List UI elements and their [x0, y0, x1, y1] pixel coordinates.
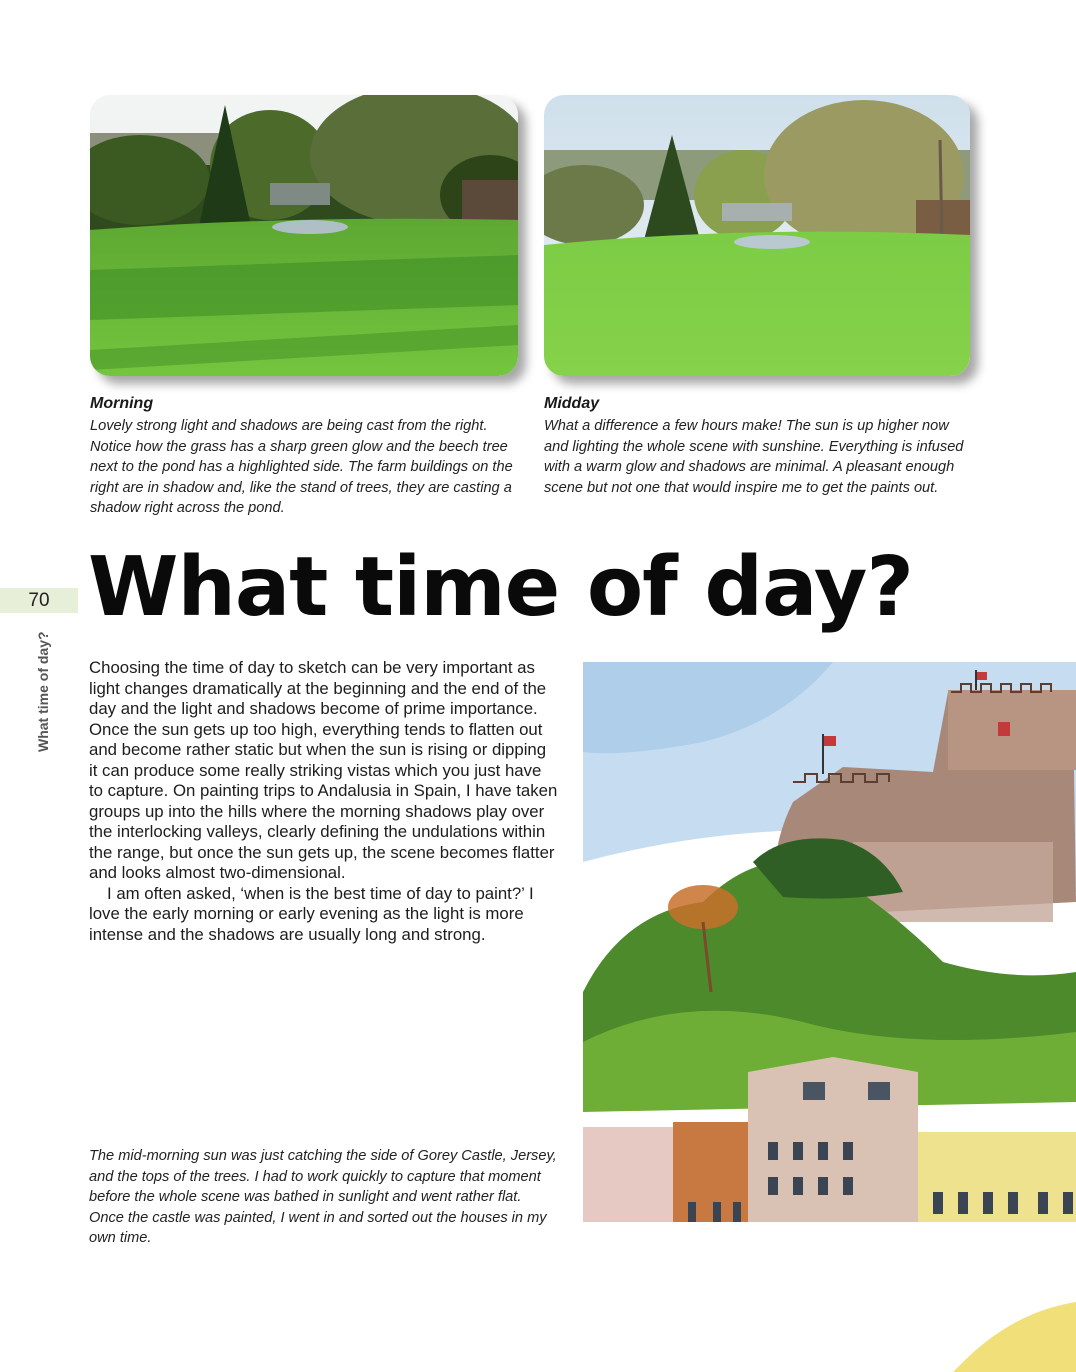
midday-photo: [544, 95, 970, 376]
midday-caption-title: Midday: [544, 395, 600, 412]
page-number: 70: [0, 588, 78, 613]
body-paragraph: I am often asked, ‘when is the best time of day to paint?’ I love the early morning or early evening as the light is more intense and the shadows are usually long and strong.: [89, 883, 534, 944]
morning-photo: [90, 95, 518, 376]
body-text: [89, 658, 559, 945]
morning-caption-title: Morning: [90, 395, 154, 412]
page-title: What time of day?: [88, 540, 913, 635]
body-paragraph: Choosing the time of day to sketch can be very important as light changes dramatically at the beginning and the end of the day and the light and shadows become of prime importance. Once the sun gets up too high, everything tends to flatten out and become rather static but when the sun is rising or dipping it can produce some really striking vistas which you just have to capture. On painting trips to Andalusia in Spain, I have taken groups up into the hills where the morning shadows play over the interlocking valleys, clearly defining the undulations within the range, but once the sun gets up, the scene becomes flatter and looks almost two-dimensional.: [89, 658, 558, 882]
painting-caption: The mid-morning sun was just catching the side of Gorey Castle, Jersey, and the tops of the trees. I had to work quickly to capture that moment before the whole scene was bathed in sunlight and went rather flat. Once the castle was painted, I went in and sorted out the houses in my own time.: [89, 1148, 557, 1247]
midday-caption-text: What a difference a few hours make! The sun is up higher now and lighting the whole scene with sunshine. Everything is infused with a warm glow and shadows are minimal. A pleasant enough scene but not one that would inspire me to get the paints out.: [544, 418, 964, 496]
castle-painting: [583, 662, 1076, 1372]
morning-caption-text: Lovely strong light and shadows are being cast from the right. Notice how the grass has a sharp green glow and the beech tree next to the pond has a highlighted side. The farm buildings on the right are in shadow and, like the stand of trees, they are casting a shadow right across the pond.: [90, 418, 513, 517]
running-head: What time of day?: [35, 631, 51, 752]
